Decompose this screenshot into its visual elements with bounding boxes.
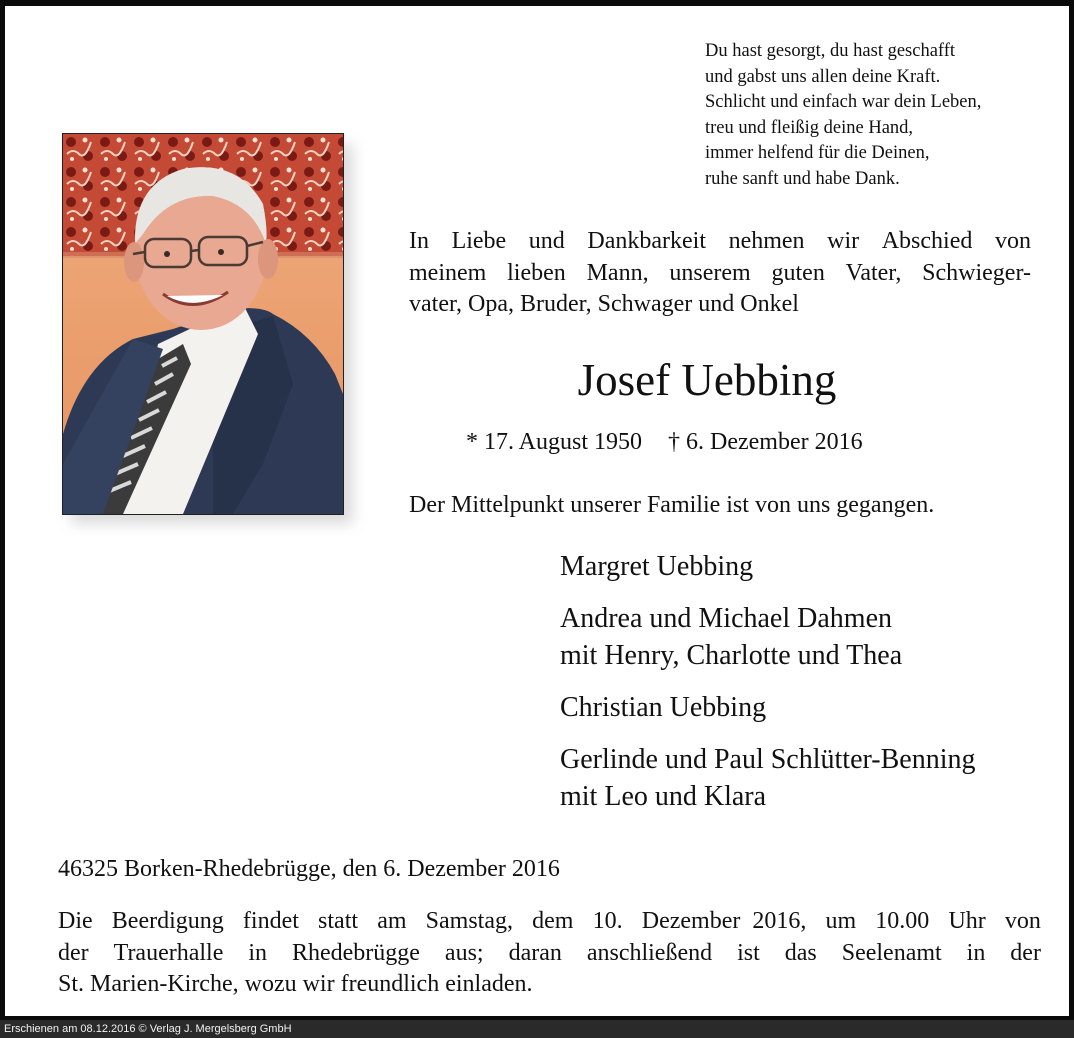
birth-date: * 17. August 1950 [466, 429, 643, 455]
word: statt [318, 908, 359, 934]
intro-line-1 [409, 226, 1031, 258]
word: Rhedebrügge [291, 939, 420, 966]
word: in [248, 939, 268, 966]
word: Beerdigung [111, 908, 224, 934]
word: findet [242, 908, 299, 934]
word: anschließend [586, 939, 713, 966]
poem-line: treu und fleißig deine Hand, [705, 117, 914, 138]
word: Abschied [881, 228, 973, 254]
word: von [994, 228, 1031, 254]
mourner-line: Margret Uebbing [560, 551, 754, 582]
place-and-date: 46325 Borken-Rhedebrügge, den 6. Dezember 2016 [58, 856, 560, 882]
portrait-photo [62, 133, 344, 515]
poem-line: Schlicht und einfach war dein Leben, [705, 92, 982, 113]
word: und [528, 228, 565, 254]
mourner-group [560, 600, 1060, 674]
word: Dezember 2016, [641, 908, 807, 934]
word: Liebe [451, 228, 507, 254]
word: Seelenamt [841, 939, 942, 966]
mourner-line: Andrea und Michael Dahmen [560, 603, 892, 634]
footer-text: Erschienen am 08.12.2016 © Verlag J. Mergelsberg GmbH [4, 1023, 292, 1035]
word: unserem [669, 259, 751, 286]
funeral-line-3: St. Marien-Kirche, wozu wir freundlich einladen. [58, 971, 533, 997]
mourners-list [560, 548, 1060, 830]
word: Samstag, [425, 908, 513, 934]
word: Uhr [948, 908, 986, 934]
word: guten [771, 259, 825, 286]
word: 10. [592, 908, 623, 934]
word: der [1010, 939, 1041, 966]
word: Schwieger- [922, 259, 1031, 286]
deceased-name: Josef Uebbing [577, 355, 837, 405]
poem-line: ruhe sanft und habe Dank. [705, 168, 900, 189]
word: lieben [507, 259, 566, 286]
word: meinem [409, 259, 487, 286]
mourner-group [560, 689, 1060, 726]
center-message: Der Mittelpunkt unserer Familie ist von uns gegangen. [409, 492, 935, 518]
word: wir [827, 228, 860, 254]
intro-line-3: vater, Opa, Bruder, Schwager und Onkel [409, 291, 799, 317]
mourner-line: mit Henry, Charlotte und Thea [560, 640, 903, 671]
mourner-line: mit Leo und Klara [560, 781, 767, 812]
poem [705, 39, 1065, 193]
word: Die [58, 908, 93, 934]
poem-line: und gabst uns allen deine Kraft. [705, 66, 941, 87]
intro-line-2 [409, 258, 1031, 290]
word: daran [508, 939, 562, 966]
word: ist [737, 939, 760, 966]
mourner-line: Christian Uebbing [560, 692, 767, 723]
poem-line: Du hast gesorgt, du hast geschafft [705, 41, 956, 61]
mourner-group [560, 741, 1060, 815]
funeral-details [58, 906, 1041, 1001]
life-dates [466, 427, 863, 457]
funeral-line-1 [58, 906, 1041, 938]
word: von [1004, 908, 1041, 934]
word: Vater, [845, 259, 902, 286]
poem-line: immer helfend für die Deinen, [705, 143, 930, 164]
word: 10.00 [875, 908, 930, 934]
intro-text [409, 226, 1031, 321]
word: um [825, 908, 857, 934]
funeral-line-2 [58, 938, 1041, 970]
word: am [377, 908, 407, 934]
word: der [58, 939, 89, 966]
word: das [784, 939, 817, 966]
word: nehmen [728, 228, 805, 254]
mourner-group [560, 548, 1060, 585]
word: dem [532, 908, 574, 934]
word: Mann, [586, 259, 649, 286]
word: in [966, 939, 986, 966]
word: aus; [444, 939, 484, 966]
publication-footer [0, 1020, 1074, 1038]
word: Dankbarkeit [587, 228, 706, 254]
death-date: † 6. Dezember 2016 [668, 429, 863, 455]
mourner-line: Gerlinde und Paul Schlütter-Benning [560, 744, 976, 775]
portrait-illustration [63, 134, 343, 514]
word: In [409, 228, 429, 254]
word: Trauerhalle [113, 939, 224, 966]
